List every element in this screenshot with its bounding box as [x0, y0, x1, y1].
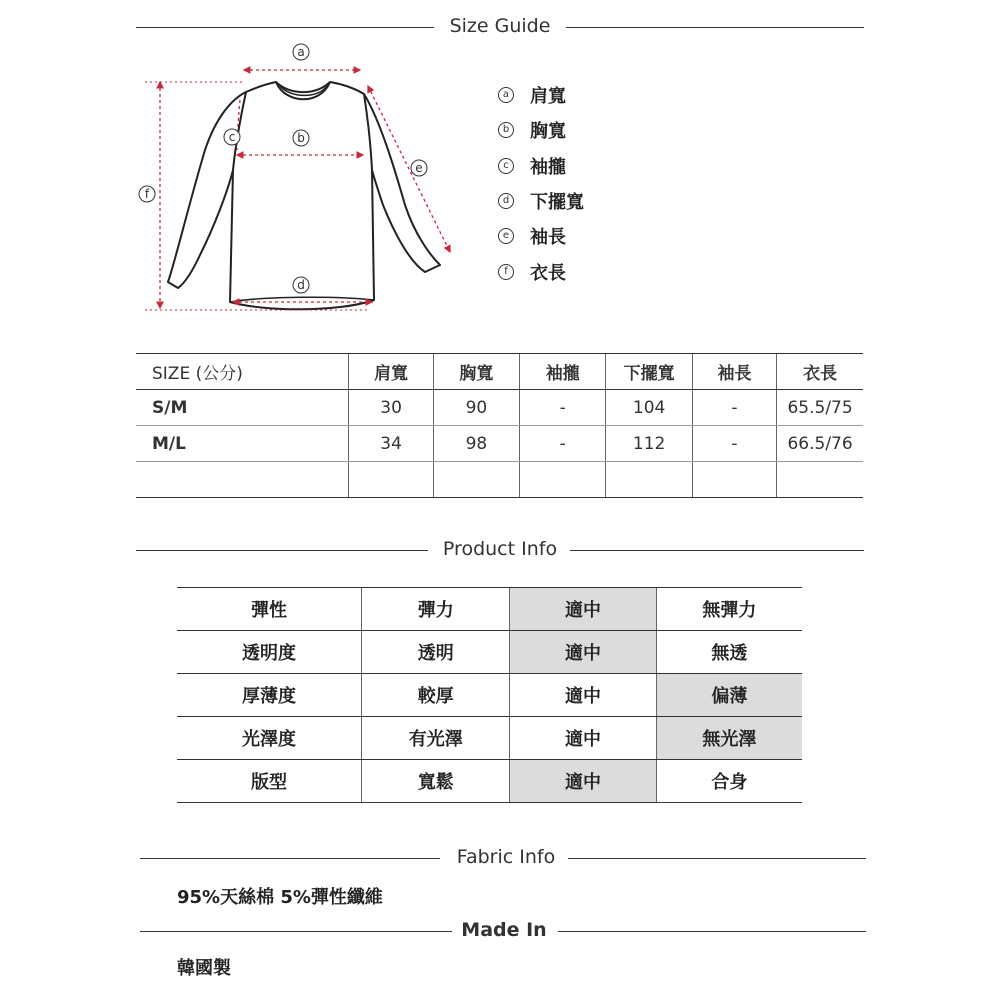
legend-label: 肩寬	[530, 86, 566, 107]
size-header-col: 袖攏	[520, 354, 606, 390]
made-in-rule-left	[140, 931, 452, 932]
product-info-option: 較厚	[362, 674, 510, 717]
product-info-row	[177, 760, 802, 803]
size-header-size: SIZE (公分)	[136, 354, 349, 390]
legend-item-f	[498, 259, 566, 285]
size-guide-rule-left	[136, 27, 434, 28]
svg-text:d: d	[297, 278, 305, 292]
product-info-option: 有光澤	[362, 717, 510, 760]
size-header-col: 下擺寬	[606, 354, 692, 390]
product-info-option: 無彈力	[656, 588, 802, 631]
svg-text:b: b	[297, 131, 305, 145]
product-info-rule-right	[570, 550, 864, 551]
fabric-composition: 95%天絲棉 5%彈性纖維	[177, 887, 383, 908]
table-cell	[606, 462, 692, 498]
product-info-title: Product Info	[442, 538, 558, 560]
product-info-option: 適中	[510, 588, 656, 631]
marker-a	[293, 44, 309, 60]
table-cell	[349, 462, 433, 498]
size-header-col: 肩寬	[349, 354, 433, 390]
legend-item-d	[498, 188, 584, 214]
fabric-info-title: Fabric Info	[456, 846, 556, 868]
product-info-row	[177, 674, 802, 717]
product-info-option: 適中	[510, 674, 656, 717]
legend-badge: b	[498, 122, 514, 138]
table-cell: 65.5/75	[777, 390, 863, 426]
size-label	[136, 462, 349, 498]
product-info-attribute: 透明度	[177, 631, 362, 674]
product-info-attribute: 厚薄度	[177, 674, 362, 717]
size-header-col: 衣長	[777, 354, 863, 390]
size-table-header-row	[136, 354, 863, 390]
size-guide-title: Size Guide	[449, 15, 551, 37]
legend-badge: d	[498, 193, 514, 209]
size-label: M/L	[136, 426, 349, 462]
table-cell: -	[692, 426, 776, 462]
product-info-table	[177, 587, 802, 803]
legend-label: 胸寬	[530, 121, 566, 142]
table-cell: 98	[433, 426, 519, 462]
marker-d	[293, 277, 309, 293]
product-info-attribute: 光澤度	[177, 717, 362, 760]
legend-badge: f	[498, 264, 514, 280]
table-row	[136, 390, 863, 426]
legend-label: 衣長	[530, 263, 566, 284]
product-info-row	[177, 717, 802, 760]
marker-f	[139, 186, 155, 202]
table-cell: 104	[606, 390, 692, 426]
table-cell: 30	[349, 390, 433, 426]
legend-badge: e	[498, 228, 514, 244]
product-info-option: 透明	[362, 631, 510, 674]
garment-diagram	[130, 40, 470, 330]
legend-label: 袖長	[530, 227, 566, 248]
product-info-option: 合身	[656, 760, 802, 803]
table-cell	[777, 462, 863, 498]
table-cell: 112	[606, 426, 692, 462]
made-in-country: 韓國製	[177, 958, 231, 979]
product-info-option: 適中	[510, 760, 656, 803]
made-in-title: Made In	[461, 919, 547, 941]
legend-label: 下擺寬	[530, 192, 584, 213]
size-label: S/M	[136, 390, 349, 426]
made-in-rule-right	[558, 931, 866, 932]
product-info-option: 彈力	[362, 588, 510, 631]
table-cell: -	[520, 390, 606, 426]
size-guide-rule-right	[566, 27, 864, 28]
product-info-attribute: 彈性	[177, 588, 362, 631]
product-info-row	[177, 588, 802, 631]
size-header-col: 袖長	[692, 354, 776, 390]
legend-badge: a	[498, 87, 514, 103]
legend-label: 袖攏	[530, 157, 566, 178]
sweater-outline	[168, 82, 440, 309]
legend-item-a	[498, 82, 566, 108]
table-row	[136, 426, 863, 462]
product-info-attribute: 版型	[177, 760, 362, 803]
marker-e	[411, 160, 427, 176]
svg-text:f: f	[144, 187, 150, 201]
fabric-info-rule-right	[568, 858, 866, 859]
product-info-rule-left	[136, 550, 428, 551]
size-table	[136, 353, 863, 498]
product-info-option: 寬鬆	[362, 760, 510, 803]
table-row	[136, 462, 863, 498]
table-cell: 90	[433, 390, 519, 426]
legend-item-b	[498, 117, 566, 143]
product-info-row	[177, 631, 802, 674]
svg-text:e: e	[415, 161, 423, 175]
fabric-info-rule-left	[140, 858, 440, 859]
table-cell: -	[520, 426, 606, 462]
size-header-col: 胸寬	[433, 354, 519, 390]
product-info-option: 無光澤	[656, 717, 802, 760]
product-info-option: 適中	[510, 717, 656, 760]
table-cell	[433, 462, 519, 498]
legend-item-c	[498, 153, 566, 179]
product-info-option: 偏薄	[656, 674, 802, 717]
svg-text:a: a	[297, 45, 305, 59]
legend-badge: c	[498, 158, 514, 174]
table-cell	[520, 462, 606, 498]
table-cell: 66.5/76	[777, 426, 863, 462]
product-info-option: 無透	[656, 631, 802, 674]
legend-item-e	[498, 223, 566, 249]
svg-text:c: c	[228, 130, 236, 144]
table-cell: 34	[349, 426, 433, 462]
product-info-option: 適中	[510, 631, 656, 674]
table-cell: -	[692, 390, 776, 426]
marker-c	[224, 129, 240, 145]
table-cell	[692, 462, 776, 498]
marker-b	[293, 130, 309, 146]
